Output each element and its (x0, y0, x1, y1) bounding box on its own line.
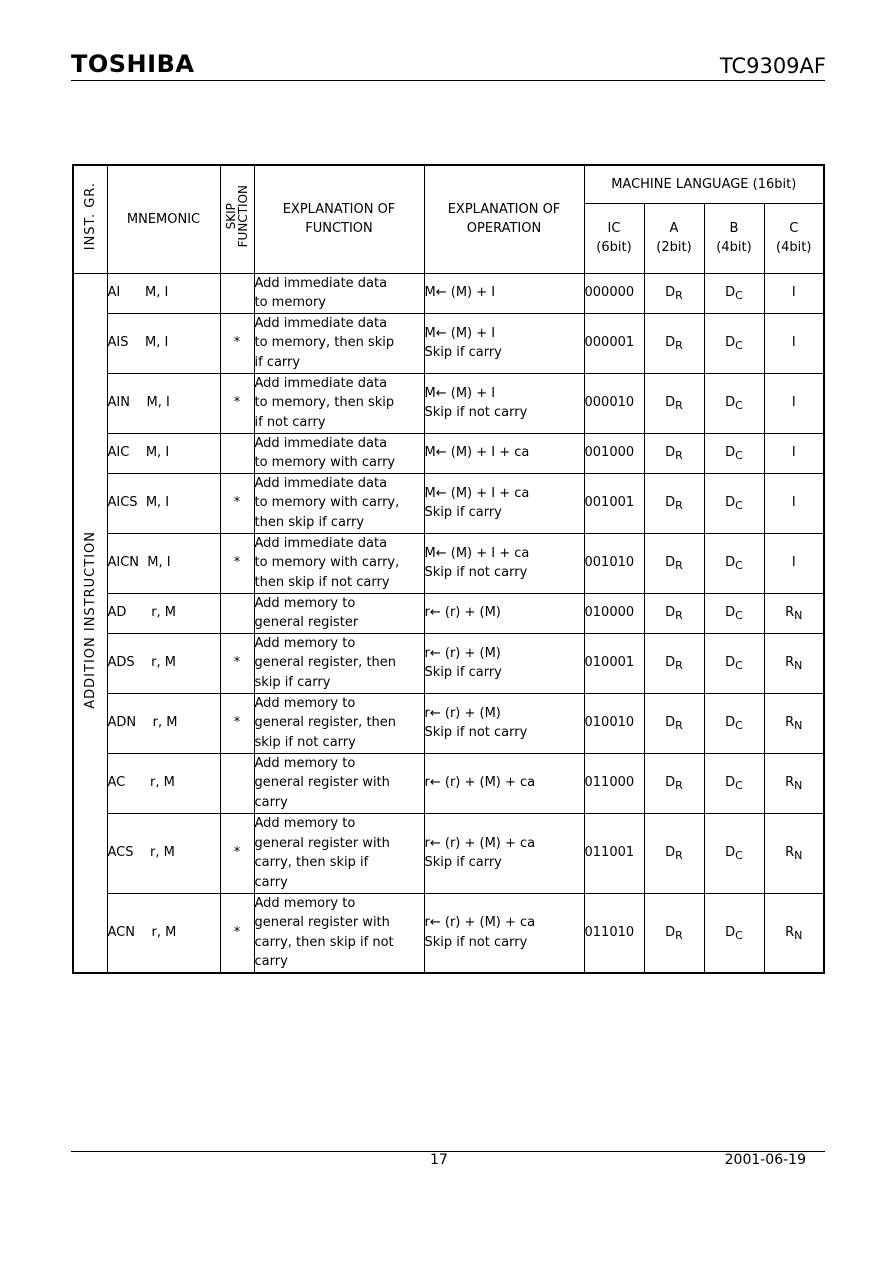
operation-line: Skip if carry (424, 855, 502, 870)
header-explanation-operation: EXPLANATION OF OPERATION (424, 165, 584, 273)
c-cell (764, 813, 824, 893)
a-cell (644, 753, 704, 813)
operation-line: Skip if carry (424, 505, 502, 520)
operation-line: r← (r) + (M) + ca (424, 775, 536, 791)
header-mnemonic: MNEMONIC (107, 165, 220, 273)
a-main: D (665, 925, 676, 940)
a-sub: R (675, 499, 683, 513)
b-cell (704, 633, 764, 693)
a-sub: R (675, 449, 683, 463)
skip-cell: * (220, 633, 254, 693)
table-row (73, 633, 824, 693)
header-machine-language: MACHINE LANGUAGE (16bit) (584, 165, 824, 203)
operation-line: Skip if not carry (424, 725, 528, 740)
table-row (73, 273, 824, 313)
table-row (73, 473, 824, 533)
function-line: Add memory to (254, 755, 356, 771)
c-cell (764, 473, 824, 533)
ic-cell: 011000 (584, 753, 644, 813)
a-sub: R (675, 929, 683, 942)
function-cell (254, 813, 424, 893)
function-line: carry (254, 954, 288, 970)
operation-line: r← (r) + (M) + ca (424, 835, 536, 851)
operation-cell (424, 313, 584, 373)
skip-cell: * (220, 533, 254, 593)
a-sub: R (675, 609, 683, 623)
b-cell (704, 273, 764, 313)
c-cell (764, 633, 824, 693)
mnemonic-cell: AC r, M (107, 753, 220, 813)
b-cell (704, 693, 764, 753)
a-cell (644, 433, 704, 473)
b-main: D (725, 775, 736, 791)
function-line: skip if carry (254, 674, 331, 690)
c-main: R (785, 925, 795, 940)
a-sub: R (675, 289, 683, 303)
operation-line: Skip if not carry (424, 934, 528, 950)
a-cell (644, 693, 704, 753)
mnemonic-cell: AICN M, I (107, 533, 220, 593)
operation-cell (424, 273, 584, 313)
ic-cell: 000010 (584, 373, 644, 433)
function-cell (254, 533, 424, 593)
skip-cell: * (220, 473, 254, 533)
mnemonic-cell: AI M, I (107, 273, 220, 313)
b-cell (704, 533, 764, 593)
b-sub: C (735, 849, 743, 863)
header-b: B (4bit) (704, 203, 764, 273)
c-main: I (791, 395, 796, 411)
b-main: D (725, 395, 736, 411)
c-sub: N (794, 779, 803, 793)
group-label: ADDITION INSTRUCTION (73, 273, 107, 973)
mnemonic-cell: ACS r, M (107, 813, 220, 893)
function-cell (254, 313, 424, 373)
function-line: to memory (254, 295, 326, 310)
c-sub: N (794, 659, 803, 673)
c-cell (764, 373, 824, 433)
a-cell (644, 273, 704, 313)
skip-cell: * (220, 813, 254, 893)
header-inst-gr: INST. GR. (73, 165, 107, 273)
b-sub: C (735, 399, 743, 413)
brand-logo: TOSHIBA (71, 50, 195, 78)
operation-line: r← (r) + (M) (424, 645, 501, 661)
c-main: I (791, 495, 796, 511)
a-cell (644, 533, 704, 593)
b-main: D (725, 555, 736, 571)
b-cell (704, 893, 764, 973)
ic-cell: 000000 (584, 273, 644, 313)
operation-line: r← (r) + (M) (424, 705, 501, 721)
function-line: general register with (254, 915, 390, 931)
a-cell (644, 893, 704, 973)
operation-line: M← (M) + I (424, 285, 496, 301)
c-cell (764, 893, 824, 973)
a-sub: R (675, 559, 683, 573)
operation-cell (424, 593, 584, 633)
header-ic: IC (6bit) (584, 203, 644, 273)
ic-cell: 001010 (584, 533, 644, 593)
a-main: D (665, 605, 676, 621)
function-line: to memory with carry, (254, 495, 400, 511)
b-cell (704, 813, 764, 893)
b-cell (704, 473, 764, 533)
a-sub: R (675, 849, 683, 863)
page-number: 17 (430, 1152, 448, 1168)
table-row (73, 373, 824, 433)
function-line: carry (254, 874, 288, 890)
header-rule (71, 80, 825, 81)
header-skip-function: SKIP FUNCTION (220, 165, 254, 273)
function-line: if not carry (254, 414, 326, 430)
function-line: general register, then (254, 655, 397, 671)
mnemonic-cell: ADS r, M (107, 633, 220, 693)
ic-cell: 010010 (584, 693, 644, 753)
operation-cell (424, 813, 584, 893)
footer-date: 2001-06-19 (724, 1152, 806, 1168)
function-line: carry, then skip if not (254, 934, 394, 950)
table-row (73, 533, 824, 593)
c-main: I (791, 445, 796, 461)
function-line: to memory with carry (254, 455, 396, 470)
table-row (73, 313, 824, 373)
function-cell (254, 273, 424, 313)
mnemonic-cell: AICS M, I (107, 473, 220, 533)
b-cell (704, 753, 764, 813)
operation-line: Skip if not carry (424, 405, 528, 420)
c-main: R (785, 655, 795, 671)
c-sub: N (794, 609, 803, 623)
header-c: C (4bit) (764, 203, 824, 273)
a-main: D (665, 495, 676, 511)
instruction-table (72, 164, 825, 974)
c-sub: N (794, 929, 803, 942)
b-sub: C (735, 659, 743, 673)
operation-line: Skip if carry (424, 665, 502, 680)
a-cell (644, 633, 704, 693)
c-cell (764, 433, 824, 473)
skip-cell (220, 433, 254, 473)
b-sub: C (735, 289, 743, 303)
b-main: D (725, 715, 736, 731)
b-sub: C (735, 449, 743, 463)
function-line: Add memory to (254, 695, 356, 711)
c-main: R (785, 715, 795, 731)
b-main: D (725, 335, 736, 351)
ic-cell: 001001 (584, 473, 644, 533)
skip-cell: * (220, 373, 254, 433)
operation-line: M← (M) + I + ca (424, 485, 530, 501)
function-line: general register with (254, 835, 390, 851)
function-line: Add memory to (254, 595, 356, 611)
function-line: then skip if not carry (254, 574, 390, 590)
operation-cell (424, 533, 584, 593)
function-line: if carry (254, 354, 301, 370)
operation-line: Skip if not carry (424, 565, 528, 580)
operation-line: Skip if carry (424, 345, 502, 360)
function-line: carry, then skip if (254, 855, 369, 870)
b-sub: C (735, 779, 743, 793)
a-cell (644, 473, 704, 533)
b-cell (704, 373, 764, 433)
function-line: carry (254, 794, 288, 810)
a-main: D (665, 395, 676, 411)
operation-cell (424, 893, 584, 973)
a-cell (644, 813, 704, 893)
b-sub: C (735, 719, 743, 733)
c-main: I (791, 285, 796, 301)
b-sub: C (735, 339, 743, 353)
c-main: R (785, 605, 795, 621)
c-cell (764, 693, 824, 753)
a-sub: R (675, 779, 683, 793)
c-main: I (791, 335, 796, 351)
skip-cell: * (220, 893, 254, 973)
skip-cell (220, 273, 254, 313)
table-row (73, 433, 824, 473)
c-cell (764, 273, 824, 313)
function-line: Add immediate data (254, 375, 388, 391)
b-main: D (725, 445, 736, 461)
b-main: D (725, 495, 736, 511)
ic-cell: 001000 (584, 433, 644, 473)
a-cell (644, 313, 704, 373)
function-line: Add memory to (254, 895, 356, 911)
function-cell (254, 633, 424, 693)
mnemonic-cell: AD r, M (107, 593, 220, 633)
mnemonic-cell: ADN r, M (107, 693, 220, 753)
table-row (73, 893, 824, 973)
b-sub: C (735, 609, 743, 623)
function-cell (254, 893, 424, 973)
b-main: D (725, 845, 736, 861)
a-main: D (665, 285, 676, 301)
c-sub: N (794, 719, 803, 733)
ic-cell: 011010 (584, 893, 644, 973)
a-sub: R (675, 659, 683, 673)
a-main: D (665, 655, 676, 671)
footer-rule (71, 1151, 825, 1152)
skip-cell (220, 753, 254, 813)
operation-cell (424, 433, 584, 473)
a-main: D (665, 445, 676, 461)
table-row (73, 753, 824, 813)
function-line: Add immediate data (254, 275, 388, 291)
mnemonic-cell: AIS M, I (107, 313, 220, 373)
b-main: D (725, 605, 736, 621)
operation-cell (424, 633, 584, 693)
operation-line: M← (M) + I + ca (424, 545, 530, 561)
a-cell (644, 373, 704, 433)
b-main: D (725, 655, 736, 671)
function-line: general register with (254, 775, 390, 791)
c-main: I (791, 555, 796, 571)
operation-line: M← (M) + I (424, 385, 496, 401)
function-line: Add immediate data (254, 315, 388, 331)
b-sub: C (735, 559, 743, 573)
function-line: Add immediate data (254, 535, 388, 551)
instruction-rows (73, 273, 824, 973)
b-sub: C (735, 499, 743, 513)
function-line: to memory, then skip (254, 335, 395, 351)
function-line: skip if not carry (254, 734, 356, 750)
c-main: R (785, 775, 795, 791)
a-sub: R (675, 399, 683, 413)
header-explanation-function: EXPLANATION OF FUNCTION (254, 165, 424, 273)
c-cell (764, 593, 824, 633)
function-line: general register (254, 615, 359, 630)
b-cell (704, 433, 764, 473)
function-cell (254, 373, 424, 433)
skip-cell (220, 593, 254, 633)
function-cell (254, 593, 424, 633)
a-sub: R (675, 339, 683, 353)
c-main: R (785, 845, 795, 861)
function-line: general register, then (254, 715, 397, 731)
b-cell (704, 313, 764, 373)
table-row (73, 813, 824, 893)
b-cell (704, 593, 764, 633)
function-line: then skip if carry (254, 514, 365, 530)
a-cell (644, 593, 704, 633)
operation-cell (424, 753, 584, 813)
function-line: Add memory to (254, 816, 356, 831)
part-number: TC9309AF (719, 54, 826, 78)
a-main: D (665, 335, 676, 351)
function-cell (254, 693, 424, 753)
header-a: A (2bit) (644, 203, 704, 273)
a-sub: R (675, 719, 683, 733)
table-row (73, 693, 824, 753)
operation-cell (424, 473, 584, 533)
a-main: D (665, 715, 676, 731)
function-line: to memory with carry, (254, 555, 400, 571)
c-cell (764, 753, 824, 813)
b-main: D (725, 925, 736, 940)
function-cell (254, 753, 424, 813)
ic-cell: 010000 (584, 593, 644, 633)
a-main: D (665, 555, 676, 571)
ic-cell: 000001 (584, 313, 644, 373)
b-sub: C (735, 929, 743, 942)
mnemonic-cell: AIN M, I (107, 373, 220, 433)
function-cell (254, 473, 424, 533)
a-main: D (665, 775, 676, 791)
mnemonic-cell: ACN r, M (107, 893, 220, 973)
table-row (73, 593, 824, 633)
mnemonic-cell: AIC M, I (107, 433, 220, 473)
function-line: Add immediate data (254, 475, 388, 491)
operation-line: M← (M) + I (424, 325, 496, 341)
b-main: D (725, 285, 736, 301)
ic-cell: 011001 (584, 813, 644, 893)
function-line: Add memory to (254, 635, 356, 651)
a-main: D (665, 845, 676, 861)
c-sub: N (794, 849, 803, 863)
ic-cell: 010001 (584, 633, 644, 693)
function-line: Add immediate data (254, 435, 388, 451)
operation-line: r← (r) + (M) + ca (424, 915, 536, 931)
operation-cell (424, 373, 584, 433)
skip-cell: * (220, 313, 254, 373)
operation-line: r← (r) + (M) (424, 605, 501, 621)
operation-cell (424, 693, 584, 753)
c-cell (764, 313, 824, 373)
function-cell (254, 433, 424, 473)
function-line: to memory, then skip (254, 395, 395, 411)
c-cell (764, 533, 824, 593)
skip-cell: * (220, 693, 254, 753)
operation-line: M← (M) + I + ca (424, 445, 530, 461)
